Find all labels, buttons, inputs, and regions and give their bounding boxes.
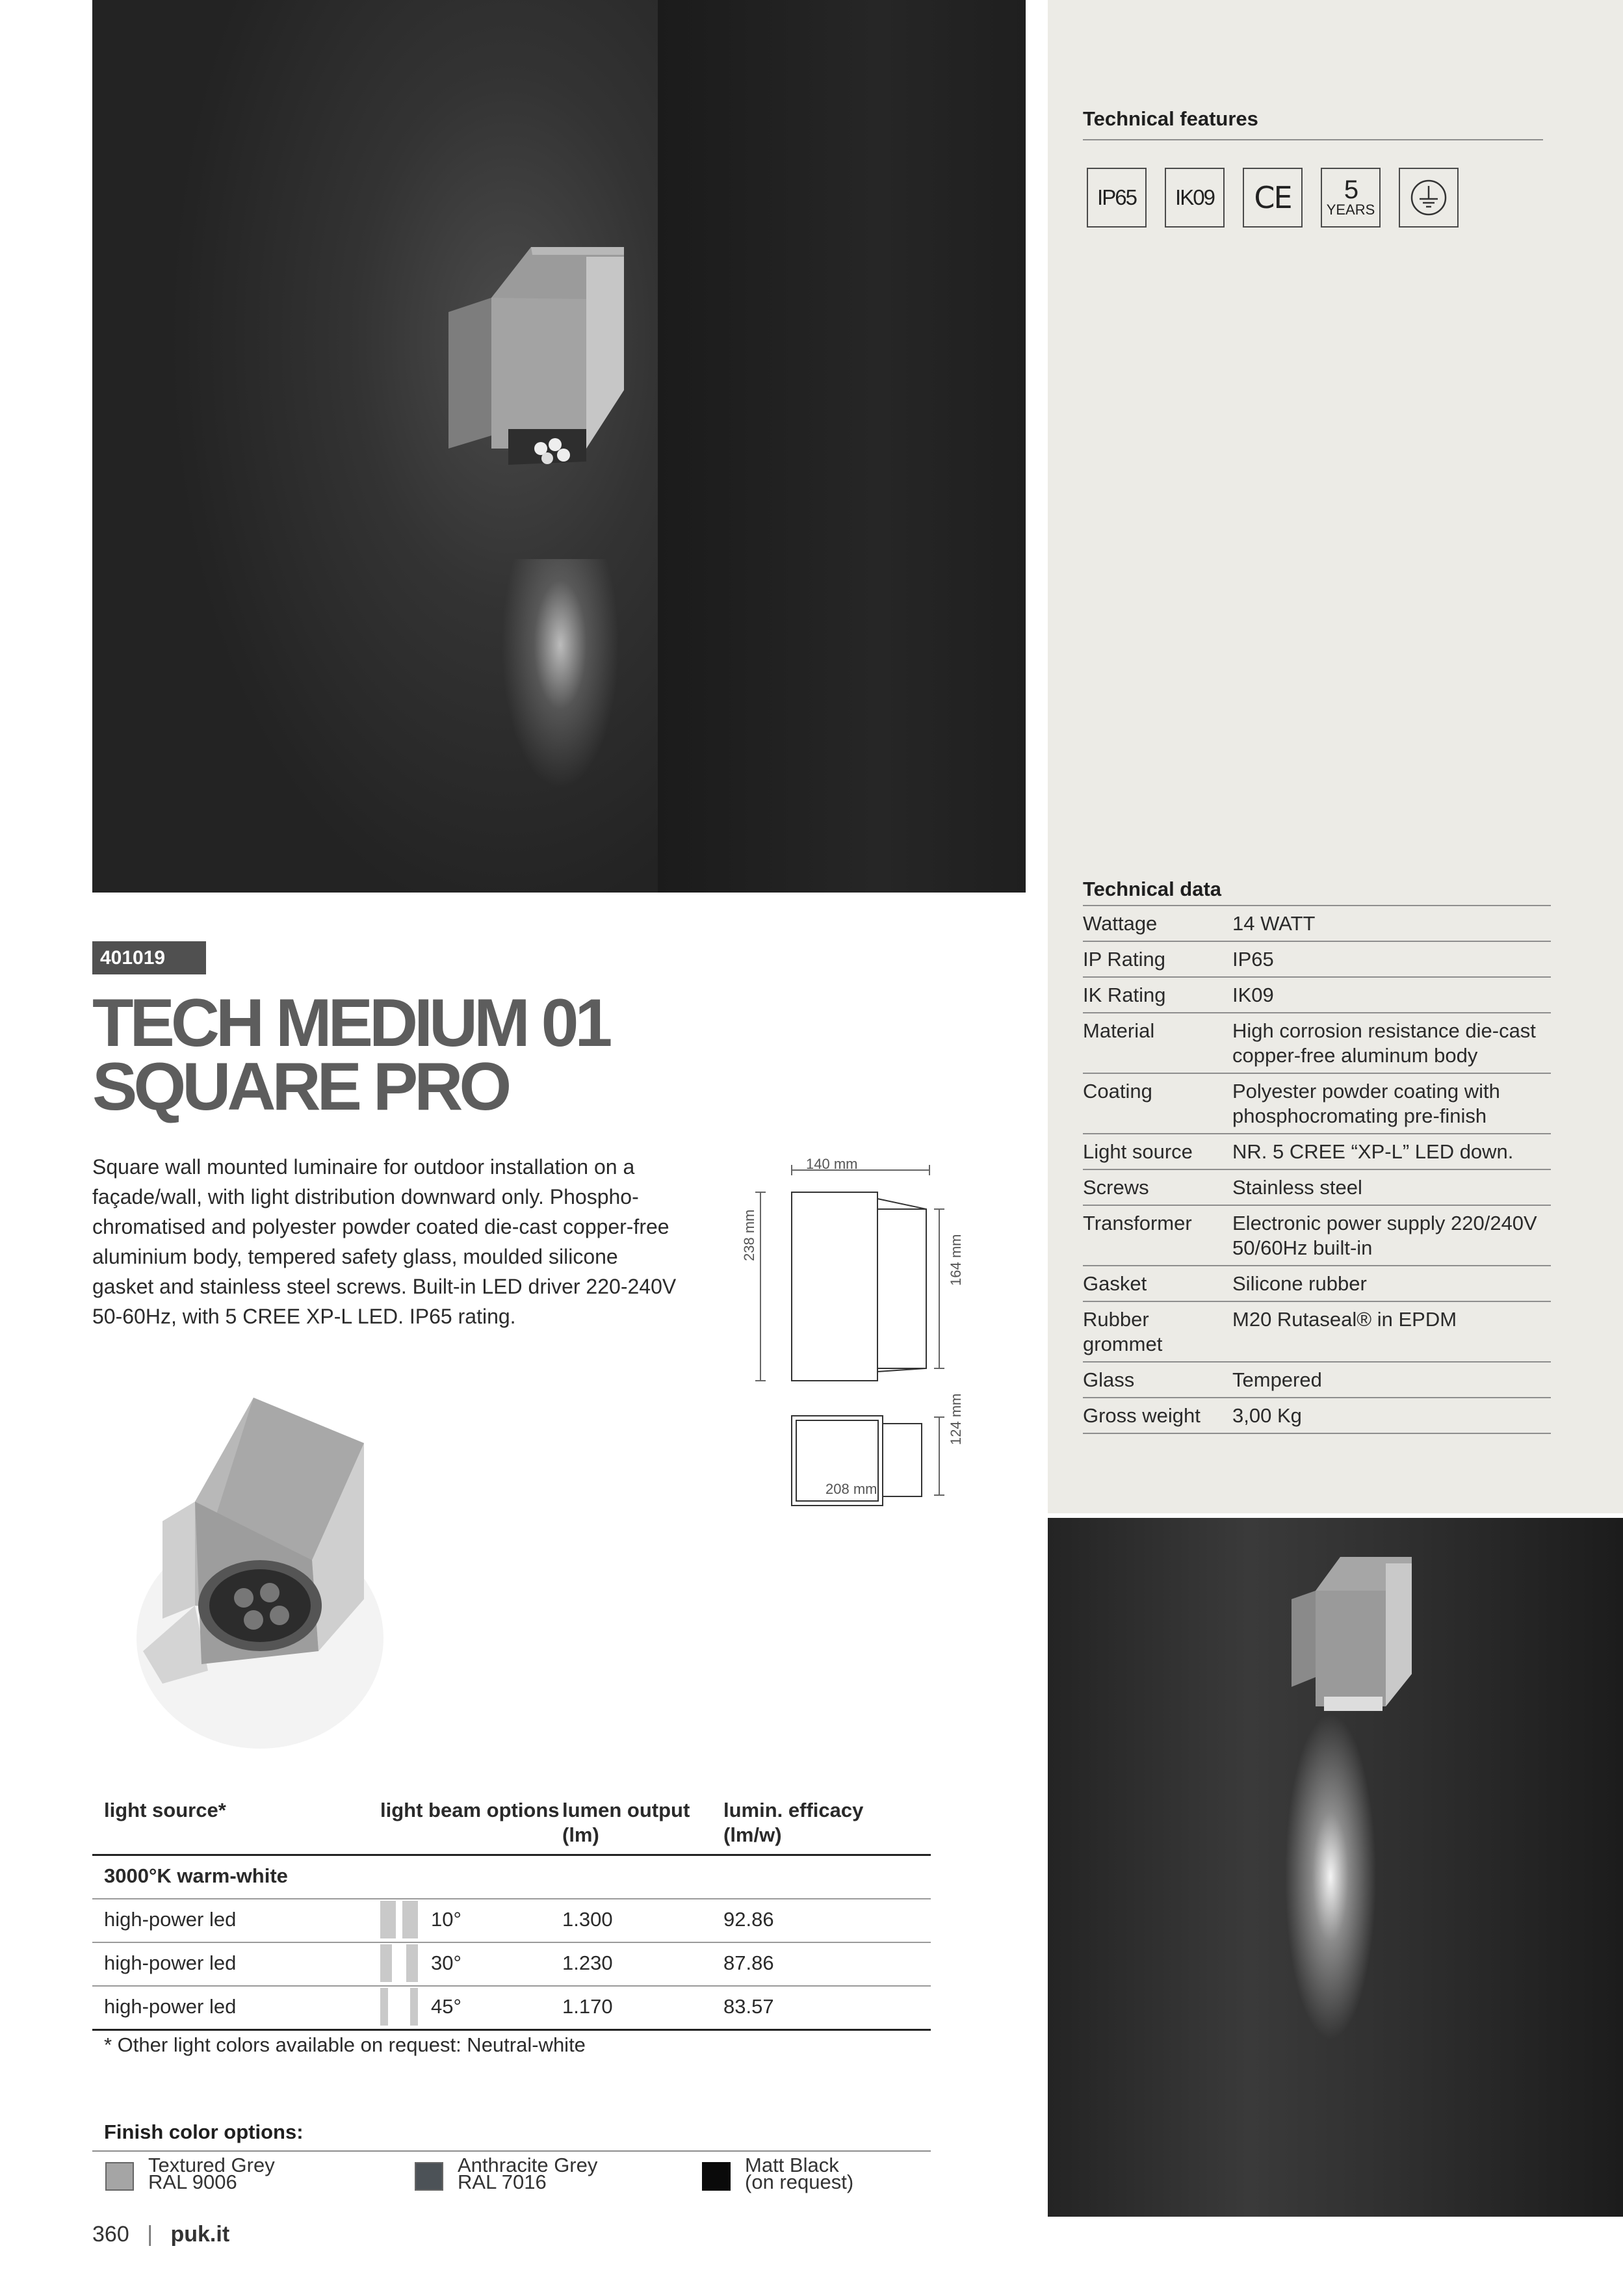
- product-description: Square wall mounted luminaire for outdoor installation on a façade/wall, with light distribution downward only. Phospho-chromatised and polyester powder coated die-cast copper-free aluminium body, tempered safety glass, moulded silicone gasket and stainless steel screws. Built-in LED driver 220-240V 50-60Hz, with 5 CREE XP-L LED. IP65 rating.: [92, 1155, 677, 1328]
- table-footnote: * Other light colors available on request: Neutral-white: [104, 2033, 586, 2056]
- table-row: [1083, 942, 1551, 978]
- row-value: M20 Rutaseal® in EPDM: [1232, 1308, 1457, 1331]
- beam-angle: 45°: [431, 1995, 461, 2018]
- table-row: [1083, 978, 1551, 1013]
- row-key: Rubber grommet: [1083, 1308, 1163, 1355]
- ip65-icon: [1087, 168, 1147, 228]
- row-value: NR. 5 CREE “XP-L” LED down.: [1232, 1140, 1514, 1163]
- row-value: 3,00 Kg: [1232, 1404, 1302, 1427]
- ik09-label: IK09: [1175, 185, 1214, 209]
- table-row: [1083, 906, 1551, 942]
- color-temperature-group: 3000°K warm-white: [104, 1864, 288, 1887]
- cell-source: high-power led: [104, 1995, 237, 2018]
- row-key: Screws: [1083, 1176, 1149, 1199]
- finish-name: Textured Grey: [148, 2154, 275, 2176]
- finish-option-label: [745, 2154, 854, 2193]
- dim-height-front: 164 mm: [948, 1234, 964, 1286]
- dim-top-width: 140 mm: [806, 1156, 858, 1172]
- footer-separator: |: [147, 2222, 153, 2247]
- row-key: IK Rating: [1083, 984, 1166, 1006]
- beam-30-icon: [380, 1944, 418, 1982]
- row-key: Light source: [1083, 1140, 1193, 1163]
- finish-option-label: [458, 2154, 598, 2193]
- warranty-5-years-icon: [1321, 168, 1381, 228]
- row-value: Polyester powder coating with phosphocromating pre-finish: [1232, 1080, 1500, 1127]
- cell-efficacy: 87.86: [723, 1951, 774, 1974]
- finish-option-label: [148, 2154, 275, 2193]
- row-value: Silicone rubber: [1232, 1272, 1367, 1295]
- beam-angle: 10°: [431, 1908, 461, 1931]
- row-value: IP65: [1232, 948, 1274, 971]
- divider: [1083, 139, 1543, 140]
- dim-bottom-width: 208 mm: [825, 1481, 877, 1497]
- product-title-line2: SQUARE PRO: [92, 1049, 508, 1125]
- cell-source: high-power led: [104, 1951, 237, 1974]
- row-key: Wattage: [1083, 912, 1158, 935]
- row-key: Glass: [1083, 1368, 1135, 1391]
- row-key: Gasket: [1083, 1272, 1147, 1295]
- cell-efficacy: 83.57: [723, 1995, 774, 2018]
- row-key: Transformer: [1083, 1212, 1192, 1234]
- row-key: Material: [1083, 1019, 1155, 1042]
- cell-lumen: 1.300: [562, 1908, 613, 1931]
- page-footer: [92, 2222, 229, 2247]
- row-value: Tempered: [1232, 1368, 1322, 1391]
- beam-10-icon: [380, 1901, 418, 1938]
- beam-45-icon: [380, 1988, 418, 2026]
- cell-source: high-power led: [104, 1908, 237, 1931]
- warranty-years-number: 5: [1344, 176, 1358, 204]
- row-value: High corrosion resistance die-cast copper-free aluminum body: [1232, 1019, 1536, 1067]
- swatch-matt-black: [702, 2162, 731, 2191]
- technical-data-title: Technical data: [1083, 878, 1551, 906]
- ik09-icon: [1165, 168, 1225, 228]
- cell-lumen: 1.230: [562, 1951, 613, 1974]
- product-render: [123, 1391, 422, 1755]
- row-value: Stainless steel: [1232, 1176, 1362, 1199]
- cell-beam: [380, 1994, 562, 2019]
- ambient-photo: [1048, 1518, 1623, 2217]
- row-value: IK09: [1232, 984, 1274, 1006]
- col-light-source: light source*: [104, 1799, 226, 1821]
- finish-color-options: [92, 2120, 931, 2230]
- ip65-label: IP65: [1097, 185, 1136, 209]
- hero-photo: [92, 0, 1026, 893]
- beam-angle: 30°: [431, 1951, 461, 1974]
- row-value: 14 WATT: [1232, 912, 1316, 935]
- dim-depth: 124 mm: [948, 1393, 964, 1445]
- table-row: [92, 1943, 931, 1987]
- page-number: 360: [92, 2222, 129, 2247]
- swatch-textured-grey: [105, 2162, 134, 2191]
- finish-code: RAL 9006: [148, 2171, 237, 2193]
- cell-beam: [380, 1907, 562, 1932]
- dim-height-total: 238 mm: [741, 1209, 757, 1261]
- table-row: [1083, 1398, 1551, 1434]
- row-key: IP Rating: [1083, 948, 1165, 971]
- table-row: [1083, 1206, 1551, 1266]
- earth-ground-icon: [1399, 168, 1459, 228]
- table-row: [1083, 1302, 1551, 1363]
- table-row: [1083, 1170, 1551, 1206]
- product-title-line1: TECH MEDIUM 01: [92, 985, 609, 1061]
- ce-mark-icon: [1243, 168, 1303, 228]
- swatch-anthracite-grey: [415, 2162, 443, 2191]
- dimension-drawings: [728, 1144, 988, 1521]
- table-row: [1083, 1074, 1551, 1134]
- cell-beam: [380, 1951, 562, 1976]
- table-header: [92, 1793, 931, 1856]
- cell-efficacy: 92.86: [723, 1908, 774, 1931]
- cell-lumen: 1.170: [562, 1995, 613, 2018]
- table-row: [1083, 1266, 1551, 1302]
- finish-code: RAL 7016: [458, 2171, 547, 2193]
- finish-name: Matt Black: [745, 2154, 839, 2176]
- light-output-table: [92, 1793, 931, 2031]
- table-row: [1083, 1363, 1551, 1398]
- finish-code: (on request): [745, 2171, 854, 2193]
- product-title: [92, 985, 742, 1125]
- row-value: Electronic power supply 220/240V 50/60Hz built-in: [1232, 1212, 1537, 1259]
- finish-title: Finish color options:: [92, 2120, 931, 2152]
- technical-data-table: [1083, 878, 1551, 1434]
- table-row: [92, 1987, 931, 2031]
- finish-name: Anthracite Grey: [458, 2154, 598, 2176]
- table-group-row: [92, 1856, 931, 1899]
- warranty-years-label: YEARS: [1326, 202, 1375, 218]
- col-efficacy: lumin. efficacy (lm/w): [723, 1799, 864, 1846]
- table-row: [92, 1899, 931, 1943]
- row-key: Coating: [1083, 1080, 1152, 1102]
- table-row: [1083, 1013, 1551, 1074]
- technical-features-title: Technical features: [1083, 107, 1258, 130]
- table-row: [1083, 1134, 1551, 1170]
- col-beam: light beam options: [380, 1799, 560, 1821]
- product-code: 401019: [92, 941, 206, 974]
- row-key: Gross weight: [1083, 1404, 1201, 1427]
- website-link[interactable]: puk.it: [170, 2222, 230, 2247]
- col-lumen: lumen output (lm): [562, 1799, 690, 1846]
- ce-label: CE: [1254, 180, 1292, 215]
